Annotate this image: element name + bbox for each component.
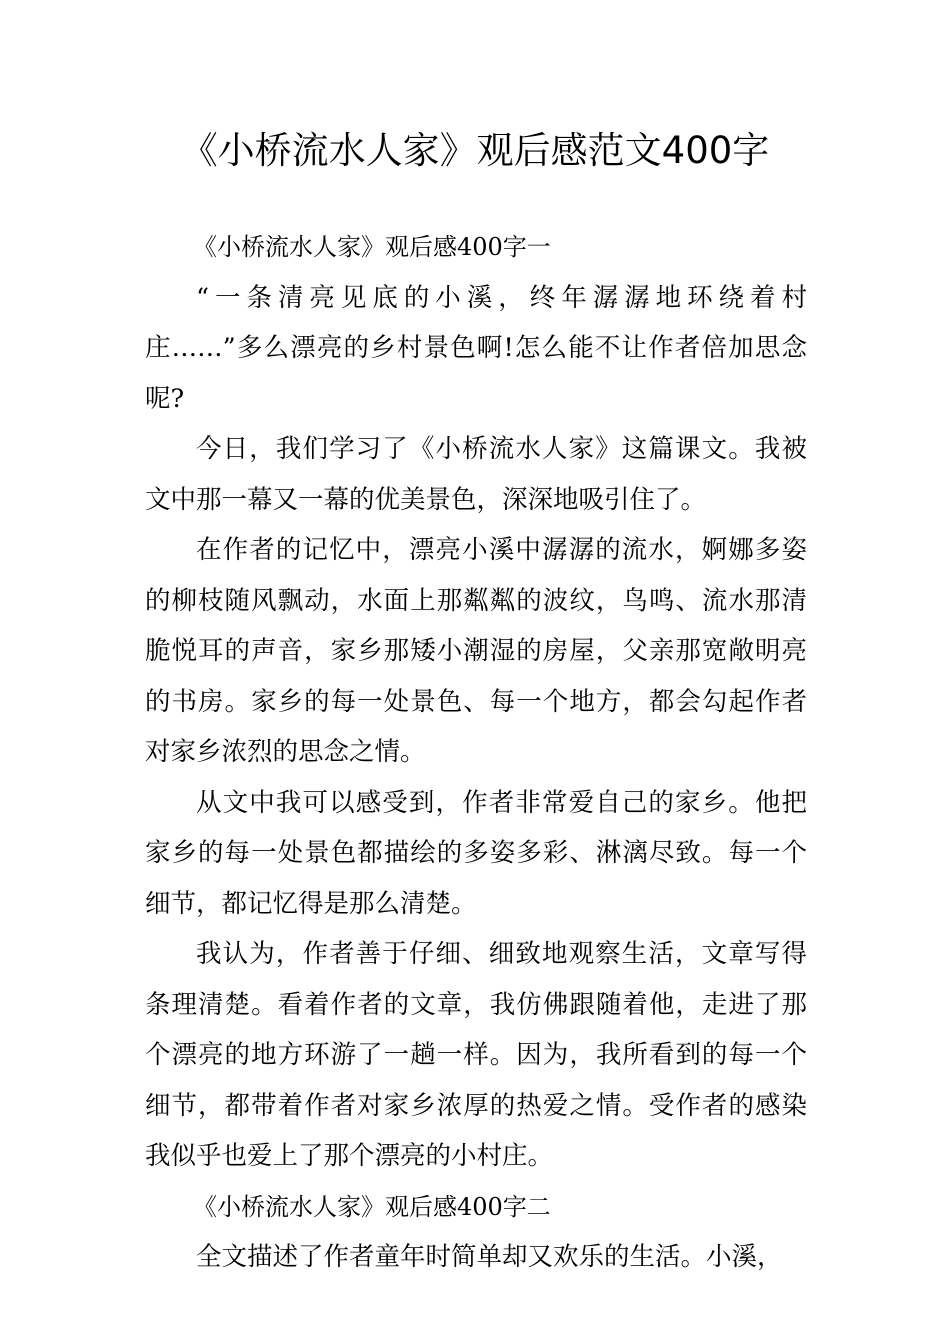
paragraph: 从文中我可以感受到，作者非常爱自己的家乡。他把家乡的每一处景色都描绘的多姿多彩、淋漓尽致。每一个细节，都记忆得是那么清楚。	[145, 787, 807, 919]
paragraph: 全文描述了作者童年时简单却又欢乐的生活。小溪，	[196, 1242, 783, 1272]
section-heading-2: 《小桥流水人家》观后感400字二	[193, 1192, 551, 1221]
section-heading-1: 《小桥流水人家》观后感400字一	[193, 233, 551, 261]
paragraph: 我认为，作者善于仔细、细致地观察生活，文章写得条理清楚。看着作者的文章，我仿佛跟随着他，走进了那个漂亮的地方环游了一趟一样。因为，我所看到的每一个细节，都带着作者对家乡浓厚的热爱之情。受作者的感染我似乎也爱上了那个漂亮的小村庄。	[145, 939, 807, 1171]
paragraph: 今日，我们学习了《小桥流水人家》这篇课文。我被文中那一幕又一幕的优美景色，深深地吸引住了。	[145, 434, 807, 515]
paragraph: “一条清亮见底的小溪，终年潺潺地环绕着村庄……”多么漂亮的乡村景色啊!怎么能不让作者倍加思念呢?	[145, 282, 807, 414]
document-body	[145, 222, 807, 1283]
paragraph: 在作者的记忆中，漂亮小溪中潺潺的流水，婀娜多姿的柳枝随风飘动，水面上那粼粼的波纹，鸟鸣、流水那清脆悦耳的声音，家乡那矮小潮湿的房屋，父亲那宽敞明亮的书房。家乡的每一处景色、每一个地方，都会勾起作者对家乡浓烈的思念之情。	[145, 535, 807, 767]
document-title: 《小桥流水人家》观后感范文400字	[180, 129, 770, 172]
